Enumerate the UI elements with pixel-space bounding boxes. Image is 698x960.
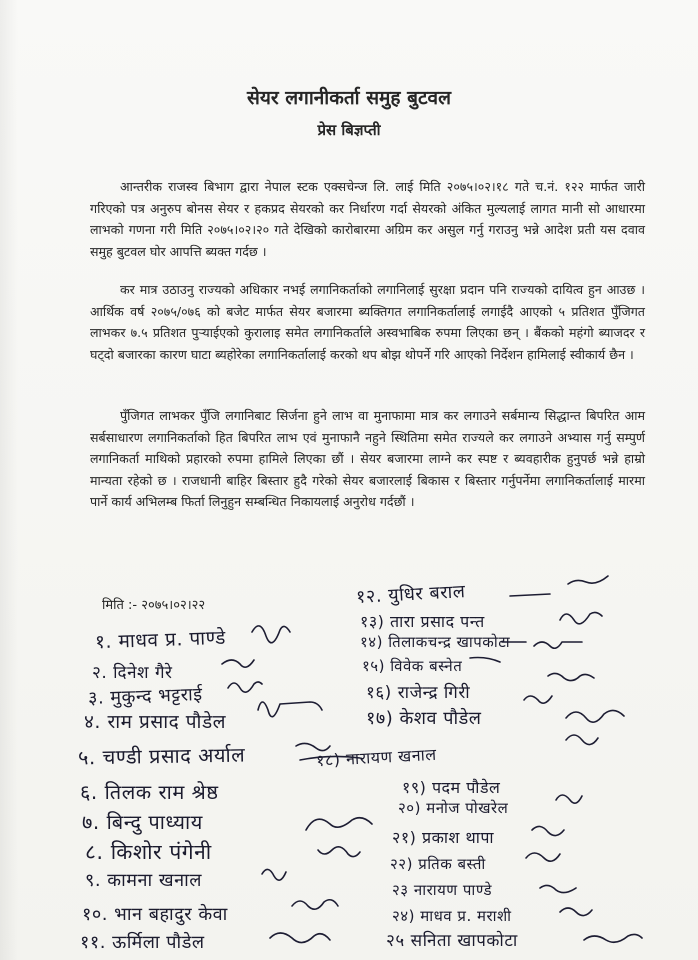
document-title: सेयर लगानीकर्ता समुह बुटवल [247,87,451,109]
signature-mark [510,594,550,596]
signatory-entry: ११. ऊर्मिला पौडेल [80,932,205,953]
paragraph-2: कर मात्र उठाउनु राज्यको अधिकार नभई लगानिकर्ताको लगानिलाई सुरक्षा प्रदान पनि राज्यको दायित्व हुन आउछ । आर्थिक वर्ष २०७५/०७६ को बजेट मार्फत सेयर बजारमा ब्यक्तिगत लगानिकर्तालाई लगाईदै आएको ५ प्रतिशत पुँजिगत लाभकर ७.५ प्रतिशत पुऱ्याईएको कुरालाइ समेत लगानिकर्ताले अस्वभाबिक रुपमा लिएका छन् । बैंकको महंगो ब्याजदर र घट्दो बजारका कारण घाटा ब्यहोरेका लगानिकर्तालाई करको थप बोझ थोपर्ने गरि आएको निर्देशन हामिलाई स्वीकार्य छैन । [90,282,645,362]
signature-mark [300,756,360,760]
signatory-entry: २२) प्रतिक बस्ती [390,855,486,873]
signatory-entry: १९) पदम पौडेल [402,778,501,797]
signature-mark [560,908,592,916]
document-subtitle: प्रेस बिज्ञप्ती [317,121,381,139]
signature-mark [526,853,560,861]
signatory-entry: २०) मनोज पोखरेल [398,799,509,817]
signature-mark [470,658,500,663]
signatory-entry: १३) तारा प्रसाद पन्त [360,612,485,631]
signatory-entry: ९. कामना खनाल [85,870,203,891]
signatory-entry: २३ नारायण पाण्डे [392,881,492,899]
signature-mark [540,885,576,892]
signature-mark [560,612,602,623]
signature-mark [566,735,598,745]
signature-mark [292,900,338,909]
signatory-entry: १०. भान बहादुर केवा [82,904,228,925]
signatory-entry: १६) राजेन्द्र गिरी [366,683,471,703]
signatory-entry: २५ सनिता खापकोटा [386,931,518,951]
signature-mark [568,576,608,584]
paragraph-1: आन्तरीक राजस्व बिभाग द्वारा नेपाल स्टक एक्सचेन्ज लि. लाई मिति २०७५।०२।१८ गते च.नं. १२२ मार्फत जारी गरिएको पत्र अनुरुप बोनस सेयर र हकप्रद सेयरको कर निर्धारण गर्दा सेयरको अंकित मुल्यलाई लागत मानी सो आधारमा लाभको गणना गरी मिति २०७५।०२।२० गते देखिको कारोबारमा अग्रिम कर असुल गर्नु गराउनु भन्ने आदेश प्रती यस दवाव समुह बुटवल घोर आपत्ति ब्यक्त गर्दछ । [90,179,645,259]
signatory-entry: १५) विवेक बस्नेत [362,657,463,675]
signature-mark [548,673,594,680]
signatory-entry: २४) माधव प्र. मराशी [392,907,512,925]
signatory-entry: २. दिनेश गैरे [92,663,173,683]
signatory-entry: १४) तिलाकचन्द्र खापकोटा [360,633,511,651]
signatory-entry: १७) केशव पौडेल [366,708,482,729]
signature-mark [566,710,624,722]
signature-mark [306,818,372,830]
signatory-entry: १. माधव प्र. पाण्डे [94,626,227,654]
signatory-entry: १८) नारायण खनाल [315,744,438,771]
signatory-entry: ४. राम प्रसाद पौडेल [84,711,227,733]
signature-mark [524,696,552,703]
signatory-entry: ७. बिन्दु पाध्याय [82,810,203,834]
signatory-entry: ३. मुकुन्द भट्टराई [87,684,203,709]
signature-mark [222,660,254,667]
signature-mark [532,826,564,835]
signature-mark [252,626,290,643]
signatory-entry: ५. चण्डी प्रसाद अर्याल [77,742,246,770]
signature-mark [296,743,330,750]
signature-mark [584,934,642,942]
signatory-entry: १२. युधिर बराल [355,581,466,608]
paragraph-3: पुँजिगत लाभकर पुँजि लगानिबाट सिर्जना हुने लाभ वा मुनाफामा मात्र कर लगाउने सर्बमान्य सिद्धान्त बिपरित आम सर्बसाधारण लगानिकर्ताको हित बिपरित लाभ एवं मुनाफानै नहुने स्थितिमा समेत राज्यले कर लगाउने अभ्यास गर्नु सम्पुर्ण लगानिकर्ता माथिको प्रहारको रुपमा हामिले लिएका छौं । सेयर बजारमा लाग्ने कर स्पष्ट र ब्यवहारीक हुनुपर्छ भन्ने हाम्रो मान्यता रहेको छ । राजधानी बाहिर बिस्तार हुदै गरेको सेयर बजारलाई बिकास र बिस्तार गर्नुपर्नेमा लगानिकर्तालाई मारमा पार्ने कार्य अभिलम्ब फिर्ता लिनुहुन सम्बन्धित निकायलाई अनुरोध गर्दछौं । [90,408,645,509]
signature-mark [258,702,322,717]
signature-mark [270,933,330,943]
signature-mark [262,869,286,880]
signatory-entry: २१) प्रकाश थापा [392,828,495,847]
signature-mark [318,847,360,857]
signatory-entry: ६. तिलक राम श्रेष्ठ [80,780,219,804]
date-line: मिति :- २०७५।०२।२२ [102,598,206,613]
signature-mark [556,795,582,803]
signature-mark [228,682,262,692]
signatory-entry: ८. किशोर पंगेनी [85,840,212,864]
signature-mark [534,642,582,648]
